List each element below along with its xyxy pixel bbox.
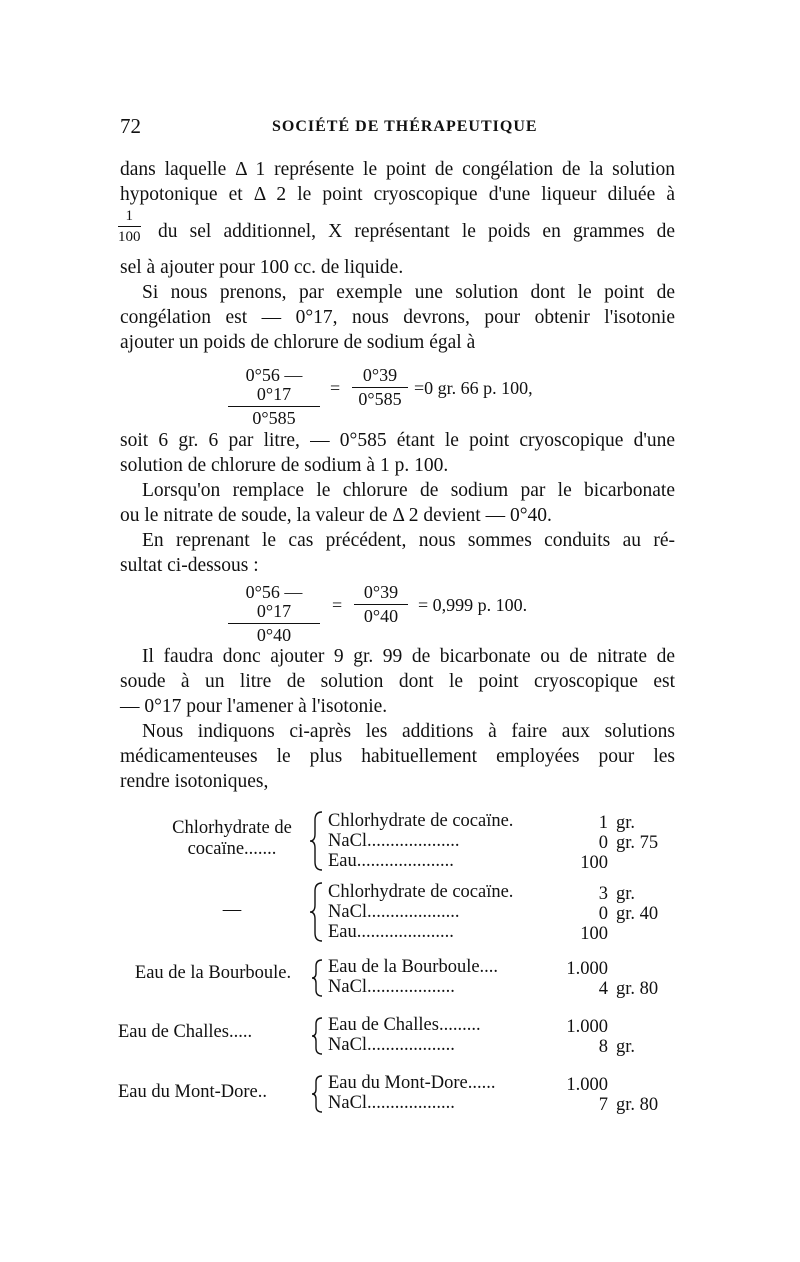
text-line: Il faudra donc ajouter 9 gr. 99 de bicarbonate ou de nitrate de: [142, 646, 675, 667]
table-item: NaCl...................: [328, 977, 455, 997]
brace-icon: [310, 1074, 326, 1114]
table-item: NaCl...................: [328, 1035, 455, 1055]
text-line: sultat ci-dessous :: [120, 555, 259, 576]
table-qty: 3: [598, 884, 608, 904]
text-line: médicamenteuses le plus habituellement employées pour les: [120, 746, 675, 767]
fraction: [352, 366, 408, 409]
text-line: ou le nitrate de soude, la valeur de Δ 2 devient — 0°40.: [120, 505, 552, 526]
text-line: soude à un litre de solution dont le point cryoscopique est: [120, 671, 675, 692]
table-qty: 7: [598, 1095, 608, 1115]
table-item: Chlorhydrate de cocaïne.: [328, 811, 514, 831]
table-unit: gr.: [616, 813, 636, 833]
fraction-denominator: 100: [118, 229, 141, 245]
text-line: rendre isotoniques,: [120, 771, 269, 792]
fraction-numerator: 0°39: [352, 366, 408, 388]
fraction-denominator: 0°585: [358, 389, 402, 409]
brace-icon: [308, 810, 326, 872]
table-unit: gr. 40: [616, 904, 659, 924]
equals-sign: =: [332, 595, 343, 615]
table-item: Eau.....................: [328, 851, 454, 871]
table-unit: gr. 80: [616, 1095, 659, 1115]
fraction-numerator: 0°39: [354, 583, 408, 605]
text-line: congélation est — 0°17, nous devrons, pour obtenir l'isotonie: [120, 307, 675, 328]
table-item: NaCl....................: [328, 831, 460, 851]
table-group-label: Eau de la Bourboule.: [134, 963, 292, 983]
fraction-numerator: 1: [118, 208, 141, 227]
table-item: Eau de la Bourboule....: [328, 957, 499, 977]
fraction-numerator: 0°56 — 0°17: [228, 583, 320, 624]
table-qty: 0: [598, 833, 608, 853]
inline-fraction: [118, 208, 141, 245]
equation-result: =0 gr. 66 p. 100,: [414, 378, 533, 398]
table-unit: gr. 75: [616, 833, 659, 853]
text-line: — 0°17 pour l'amener à l'isotonie.: [120, 696, 388, 717]
brace-icon: [310, 958, 326, 998]
text-line: Nous indiquons ci-après les additions à faire aux solutions: [142, 721, 675, 742]
table-group-label: Eau de Challes.....: [118, 1022, 253, 1042]
table-item: Chlorhydrate de cocaïne.: [328, 882, 514, 902]
page-number: 72: [120, 114, 141, 138]
equals-sign: =: [330, 378, 341, 398]
table-group-label: Eau du Mont-Dore..: [118, 1082, 267, 1102]
text-line: Lorsqu'on remplace le chlorure de sodium par le bicarbonate: [142, 480, 675, 501]
text-line: ajouter un poids de chlorure de sodium égal à: [120, 332, 476, 353]
table-qty: 4: [598, 979, 608, 999]
table-unit: gr. 80: [616, 979, 659, 999]
fraction-denominator: 0°40: [363, 606, 399, 626]
brace-icon: [310, 1016, 326, 1056]
table-unit: gr.: [616, 884, 636, 904]
text-line: Si nous prenons, par exemple une solution dont le point de: [142, 282, 675, 303]
fraction: [228, 583, 320, 645]
label-line: Chlorhydrate de: [172, 818, 292, 838]
text-line: solution de chlorure de sodium à 1 p. 100.: [120, 455, 449, 476]
table-item: Eau.....................: [328, 922, 454, 942]
text-line: En reprenant le cas précédent, nous sommes conduits au ré-: [142, 530, 675, 551]
fraction-denominator: 0°40: [256, 625, 292, 645]
table-item: NaCl....................: [328, 902, 460, 922]
table-qty: 100: [580, 924, 608, 944]
table-item: Eau de Challes.........: [328, 1015, 481, 1035]
text-line: du sel additionnel, X représentant le poids en grammes de: [158, 221, 675, 242]
fraction: [354, 583, 408, 626]
table-unit: gr.: [616, 1037, 636, 1057]
table-qty: 8: [598, 1037, 608, 1057]
table-qty: 0: [598, 904, 608, 924]
table-group-label: [158, 818, 306, 860]
table-item: Eau du Mont-Dore......: [328, 1073, 496, 1093]
table-group-label: —: [222, 900, 242, 920]
table-item: NaCl...................: [328, 1093, 455, 1113]
text-line: hypotonique et Δ 2 le point cryoscopique d'une liqueur diluée à: [120, 184, 675, 205]
fraction-numerator: 0°56 — 0°17: [228, 366, 320, 407]
fraction: [228, 366, 320, 428]
table-qty: 1.000: [566, 1075, 608, 1095]
table-qty: 1.000: [566, 959, 608, 979]
text-line: dans laquelle Δ 1 représente le point de congélation de la solution: [120, 159, 675, 180]
fraction-denominator: 0°585: [252, 408, 296, 428]
text-line: sel à ajouter pour 100 cc. de liquide.: [120, 257, 404, 278]
equation-result: = 0,999 p. 100.: [418, 595, 528, 615]
brace-icon: [308, 881, 326, 943]
table-qty: 1: [598, 813, 608, 833]
label-line: cocaïne.......: [187, 839, 277, 859]
text-line: soit 6 gr. 6 par litre, — 0°585 étant le point cryoscopique d'une: [120, 430, 675, 451]
table-qty: 100: [580, 853, 608, 873]
running-title: SOCIÉTÉ DE THÉRAPEUTIQUE: [272, 118, 538, 135]
table-qty: 1.000: [566, 1017, 608, 1037]
